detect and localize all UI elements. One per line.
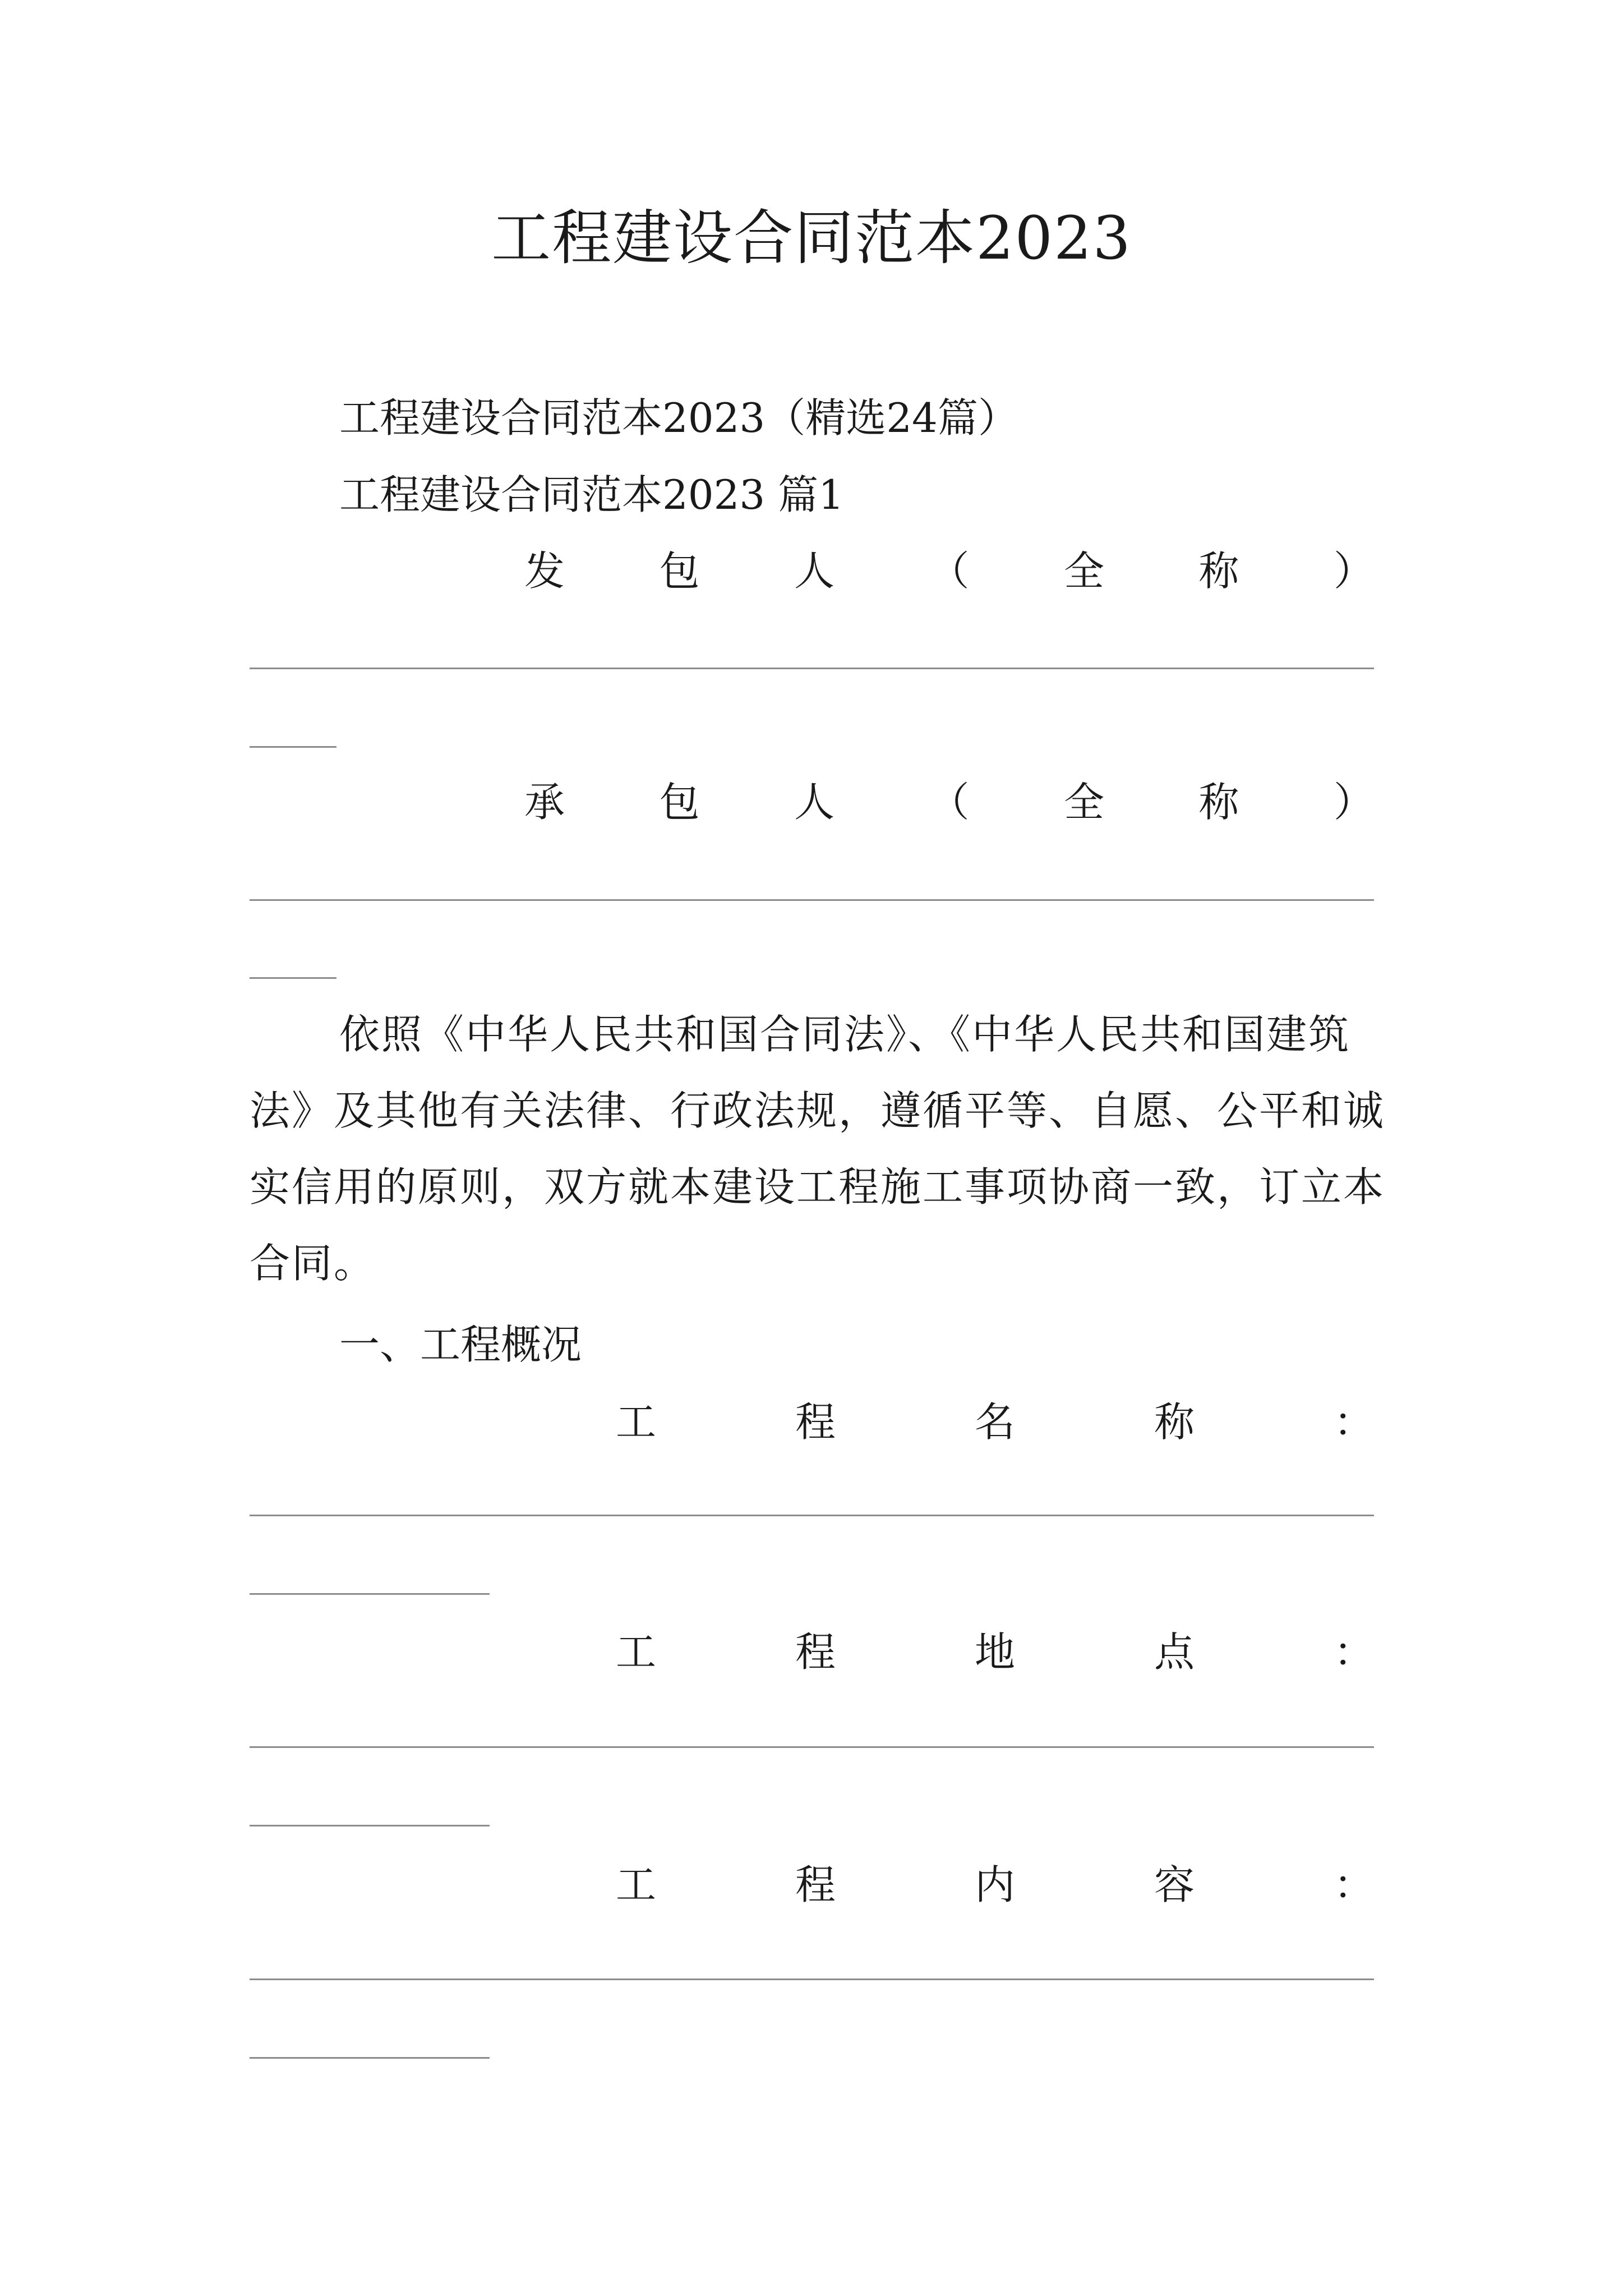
project-name-label [616, 1394, 1374, 1450]
contractor-label-char: （ [929, 779, 970, 826]
employer-label-char: 人 [794, 547, 834, 595]
contractor-label-char: 人 [794, 779, 834, 826]
project-location-label-char: ： [1333, 1628, 1374, 1676]
project-name-label-char: 工 [616, 1398, 657, 1446]
project-name-label-char: 称 [1154, 1398, 1195, 1446]
project-content-label-char: 程 [795, 1861, 836, 1908]
employer-label-char: 全 [1063, 547, 1104, 595]
intro-paragraph: 依照《中华人民共和国合同法》、《中华人民共和国建筑法》及其他有关法律、行政法规，遵循平等、自愿、公平和诚实信用的原则，双方就本建设工程施工事项协商一致，订立本合同。 [250, 1011, 1386, 1287]
project-content-label-char: 容 [1154, 1861, 1195, 1908]
contractor-label-char: 承 [524, 779, 565, 826]
project-content-label-char: 内 [974, 1861, 1015, 1908]
project-location-label [616, 1624, 1374, 1680]
document-title: 工程建设合同范本2023 [491, 204, 1132, 273]
section-heading: 工程建设合同范本2023 篇1 [339, 471, 844, 518]
project-content-fill-line [250, 1978, 1374, 1980]
project-content-label-char: ： [1333, 1861, 1374, 1908]
employer-fill-line-end [250, 746, 336, 748]
contractor-label-char: 全 [1063, 779, 1104, 826]
contractor-label-char: 称 [1198, 779, 1239, 826]
contractor-fill-line [250, 899, 1374, 901]
project-location-fill-line-end [250, 1825, 490, 1826]
contractor-fill-line-end [250, 977, 336, 979]
project-name-label-char: 名 [974, 1398, 1015, 1446]
project-content-label-char: 工 [616, 1861, 657, 1908]
project-name-label-char: ： [1333, 1398, 1374, 1446]
contractor-label-char: 包 [659, 779, 700, 826]
project-name-fill-line [250, 1515, 1374, 1516]
project-location-label-char: 工 [616, 1628, 657, 1676]
project-content-label [616, 1857, 1374, 1913]
project-location-label-char: 点 [1154, 1628, 1195, 1676]
contractor-label [524, 774, 1374, 830]
employer-label-char: 称 [1198, 547, 1239, 595]
employer-label-char: （ [929, 547, 970, 595]
project-location-label-char: 程 [795, 1628, 836, 1676]
project-location-fill-line [250, 1746, 1374, 1748]
employer-label-char: ） [1333, 547, 1374, 595]
employer-label-char: 发 [524, 547, 565, 595]
subtitle: 工程建设合同范本2023（精选24篇） [339, 394, 1018, 441]
employer-label [524, 543, 1374, 599]
employer-label-char: 包 [659, 547, 700, 595]
project-location-label-char: 地 [974, 1628, 1015, 1676]
project-name-fill-line-end [250, 1593, 490, 1595]
contractor-label-char: ） [1333, 779, 1374, 826]
employer-fill-line [250, 668, 1374, 669]
part-one-heading: 一、工程概况 [339, 1321, 582, 1368]
project-content-fill-line-end [250, 2057, 490, 2059]
project-name-label-char: 程 [795, 1398, 836, 1446]
